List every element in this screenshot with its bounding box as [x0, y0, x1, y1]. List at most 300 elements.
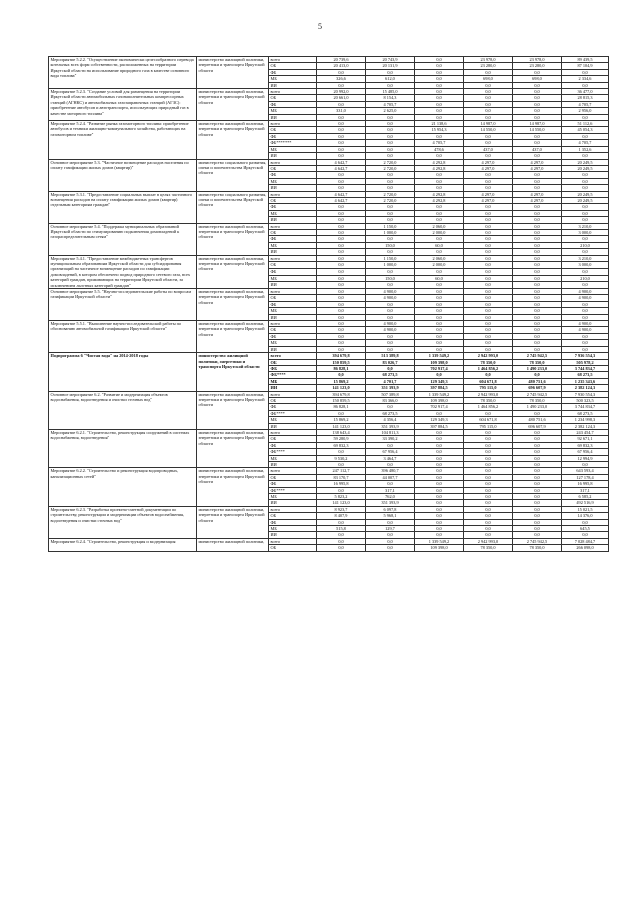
amount-cell: 0,0	[366, 442, 415, 448]
amount-cell: 0,0	[366, 340, 415, 346]
amount-cell: 0,0	[513, 140, 562, 146]
funding-source: МБ	[269, 378, 317, 384]
amount-cell: 0,0	[366, 146, 415, 152]
amount-cell: 0,0	[513, 82, 562, 88]
amount-cell: 4 297,0	[513, 165, 562, 171]
amount-cell: 0,0	[513, 178, 562, 184]
amount-cell: 2 000,0	[415, 262, 464, 269]
amount-cell: 351 393,9	[366, 423, 415, 429]
amount-cell: 0,0	[317, 340, 366, 346]
activity-description: Мероприятие 6.2.3. "Разработка проектно-сметной документации по строительству, реконструкции и модернизации объектов водоснабжения, водоотведения и очистки сточных вод"	[49, 506, 197, 538]
amount-cell: 141 123,0	[317, 423, 366, 429]
funding-source: МБ	[269, 526, 317, 532]
amount-cell: 0,0	[317, 210, 366, 216]
amount-cell: 2 745 942,5	[513, 353, 562, 359]
total-cell: 1 352,6	[562, 146, 609, 152]
amount-cell: 0,0	[464, 268, 513, 275]
amount-cell: 0,0	[464, 519, 513, 525]
amount-cell: 0,0	[317, 333, 366, 339]
amount-cell: 0,0	[415, 346, 464, 352]
table-row	[49, 255, 609, 262]
amount-cell: 15 485,0	[366, 89, 415, 95]
amount-cell: 437,0	[464, 146, 513, 152]
amount-cell: 2 745 942,5	[513, 538, 562, 544]
responsible-executor: министерство социального развития, опеки и попечительства Иркутской области	[197, 159, 269, 191]
amount-cell: 4 642,7	[317, 165, 366, 171]
total-cell: 643 593,4	[562, 468, 609, 474]
amount-cell: 0,0	[366, 538, 415, 544]
amount-cell: 2 720,0	[366, 197, 415, 203]
total-cell: 3 744 834,7	[562, 365, 609, 371]
amount-cell: 0,0	[464, 455, 513, 461]
funding-source: ИИ	[269, 249, 317, 255]
amount-cell: 0,0	[366, 301, 415, 307]
amount-cell: 0,0	[464, 178, 513, 184]
total-cell: 0,0	[562, 172, 609, 178]
funding-source: ИИ	[269, 346, 317, 352]
amount-cell: 23 280,0	[464, 63, 513, 69]
amount-cell: 0,0	[513, 481, 562, 487]
amount-cell: 0,0	[513, 308, 562, 314]
amount-cell: 0,0	[415, 301, 464, 307]
amount-cell: 762,0	[366, 494, 415, 500]
total-cell: 4 705,7	[562, 101, 609, 107]
responsible-executor: министерство жилищной политики, энергетики и транспорта Иркутской области	[197, 353, 269, 391]
amount-cell: 0,0	[366, 153, 415, 159]
funding-source: ОБ	[269, 436, 317, 442]
amount-cell: 0,0	[464, 333, 513, 339]
amount-cell: 0,0	[317, 223, 366, 229]
amount-cell: 0,0	[415, 289, 464, 295]
amount-cell: 0,0	[513, 101, 562, 107]
total-cell: 15 021,5	[562, 506, 609, 512]
activity-description: Мероприятие 5.5.1. "Выполнение научно-исследовательской работы по обоснованию автомобильной газификации Иркутской области"	[49, 321, 197, 353]
amount-cell: 396 480,7	[366, 468, 415, 474]
total-cell: 0,0	[562, 301, 609, 307]
total-cell: 645,5	[562, 526, 609, 532]
amount-cell: 0,0	[317, 346, 366, 352]
amount-cell: 0,0	[464, 255, 513, 262]
amount-cell: 0,0	[464, 295, 513, 301]
total-cell: 7 936 554,3	[562, 353, 609, 359]
amount-cell: 0,0	[513, 185, 562, 191]
funding-source: ИИ	[269, 82, 317, 88]
amount-cell: 2 720,0	[366, 191, 415, 197]
amount-cell: 0,0	[464, 410, 513, 416]
amount-cell: 0,0	[366, 133, 415, 139]
total-cell: 20 249,5	[562, 197, 609, 203]
funding-source: ИИ	[269, 153, 317, 159]
amount-cell: 141 123,0	[317, 500, 366, 506]
amount-cell: 696 607,9	[513, 423, 562, 429]
budget-table	[48, 56, 609, 552]
amount-cell: 14 550,0	[513, 127, 562, 133]
amount-cell: 20 131,9	[366, 63, 415, 69]
amount-cell: 326,6	[317, 76, 366, 82]
funding-source: ФБ	[269, 236, 317, 242]
amount-cell: 698,0	[513, 76, 562, 82]
total-cell: 0,0	[562, 268, 609, 275]
funding-source: ИИ	[269, 462, 317, 468]
amount-cell: 4 297,0	[513, 197, 562, 203]
total-cell: 68 273,5	[562, 410, 609, 416]
amount-cell: 0,0	[317, 127, 366, 133]
responsible-executor: министерство жилищной политики, энергетики и транспорта Иркутской области	[197, 506, 269, 538]
amount-cell: 14 987,0	[513, 121, 562, 127]
amount-cell: 0,0	[317, 487, 366, 493]
funding-source: ИИ	[269, 532, 317, 538]
amount-cell: 0,0	[513, 327, 562, 333]
funding-source: всего	[269, 57, 317, 63]
amount-cell: 0,0	[366, 519, 415, 525]
amount-cell: 0,0	[513, 204, 562, 210]
amount-cell: 0,0	[366, 127, 415, 133]
amount-cell: 60,0	[415, 242, 464, 248]
amount-cell: 0,0	[513, 532, 562, 538]
total-cell: 0,0	[562, 133, 609, 139]
amount-cell: 0,0	[366, 545, 415, 551]
amount-cell: 0,0	[366, 69, 415, 75]
amount-cell: 0,0	[513, 210, 562, 216]
funding-source: МБ	[269, 146, 317, 152]
amount-cell: 0,0	[415, 494, 464, 500]
amount-cell: 0,0	[464, 487, 513, 493]
amount-cell: 0,0	[464, 532, 513, 538]
amount-cell: 0,0	[317, 82, 366, 88]
amount-cell: 4 705,7	[415, 140, 464, 146]
amount-cell: 69 832,3	[317, 442, 366, 448]
amount-cell: 0,0	[317, 236, 366, 242]
amount-cell: 0,0	[415, 236, 464, 242]
amount-cell: 0,0	[464, 462, 513, 468]
amount-cell: 4 292,8	[415, 197, 464, 203]
funding-source: ФБ	[269, 519, 317, 525]
amount-cell: 0,0	[464, 185, 513, 191]
amount-cell: 0,0	[317, 327, 366, 333]
activity-description: Основное мероприятие 5.5. "Научно-исследовательские работы по вопросам газификации Иркутской области"	[49, 289, 197, 321]
funding-source: ФБ	[269, 101, 317, 107]
amount-cell: 0,0	[513, 153, 562, 159]
amount-cell: 1 464 856,2	[464, 404, 513, 410]
amount-cell: 0,0	[513, 262, 562, 269]
amount-cell: 0,0	[464, 372, 513, 378]
funding-source: МБ	[269, 455, 317, 461]
amount-cell: 4 900,0	[366, 295, 415, 301]
amount-cell: 2 720,0	[366, 159, 415, 165]
amount-cell: 0,0	[415, 178, 464, 184]
total-cell: 0,0	[562, 333, 609, 339]
funding-source: ФБ****	[269, 372, 317, 378]
amount-cell: 0,0	[415, 282, 464, 289]
amount-cell: 0,0	[317, 229, 366, 235]
responsible-executor: министерство жилищной политики, энергетики и транспорта Иркутской области	[197, 89, 269, 121]
amount-cell: 1 150,0	[366, 255, 415, 262]
amount-cell: 0,0	[366, 346, 415, 352]
responsible-executor: министерство жилищной политики, энергетики и транспорта Иркутской области	[197, 468, 269, 506]
funding-source: всего	[269, 538, 317, 544]
amount-cell: 0,0	[464, 114, 513, 120]
funding-source: ИИ	[269, 314, 317, 320]
amount-cell: 0,0	[317, 449, 366, 455]
funding-source: всего	[269, 255, 317, 262]
total-cell: 51 112,6	[562, 121, 609, 127]
total-cell: 2 334,6	[562, 76, 609, 82]
amount-cell: 0,0	[464, 210, 513, 216]
amount-cell: 0,0	[513, 436, 562, 442]
amount-cell: 0,0	[415, 327, 464, 333]
total-cell: 3 744 834,7	[562, 404, 609, 410]
amount-cell: 0,0	[464, 108, 513, 114]
amount-cell: 6 097,8	[366, 506, 415, 512]
amount-cell: 331,0	[317, 108, 366, 114]
amount-cell: 0,0	[366, 365, 415, 371]
amount-cell: 141 123,0	[317, 385, 366, 391]
page-number: 5	[318, 22, 322, 31]
total-cell: 0,0	[562, 462, 609, 468]
amount-cell: 0,0	[464, 500, 513, 506]
total-cell: 0,0	[562, 236, 609, 242]
total-cell: 4 900,0	[562, 321, 609, 327]
amount-cell: 0,0	[415, 185, 464, 191]
amount-cell: 78 350,0	[513, 359, 562, 365]
amount-cell: 150 859,5	[317, 397, 366, 403]
total-cell: 0,0	[562, 532, 609, 538]
amount-cell: 8 154,3	[366, 95, 415, 101]
amount-cell: 0,0	[415, 500, 464, 506]
amount-cell: 86 828,1	[317, 404, 366, 410]
amount-cell: 0,0	[464, 289, 513, 295]
amount-cell: 0,0	[366, 308, 415, 314]
amount-cell: 0,0	[415, 474, 464, 480]
total-cell: 7 930 554,3	[562, 391, 609, 397]
amount-cell: 4 297,0	[513, 191, 562, 197]
funding-source: ОБ	[269, 63, 317, 69]
funding-source: ФБ	[269, 204, 317, 210]
total-cell: 89 439,5	[562, 57, 609, 63]
amount-cell: 0,0	[415, 321, 464, 327]
amount-cell: 515,8	[317, 526, 366, 532]
amount-cell: 795 115,0	[464, 385, 513, 391]
amount-cell: 23 978,0	[464, 57, 513, 63]
amount-cell: 0,0	[415, 340, 464, 346]
amount-cell: 0,0	[415, 526, 464, 532]
total-cell: 0,0	[562, 308, 609, 314]
total-cell: 0,0	[562, 114, 609, 120]
amount-cell: 1 339 549,2	[415, 538, 464, 544]
amount-cell: 0,0	[513, 172, 562, 178]
funding-source: ОБ	[269, 127, 317, 133]
amount-cell: 0,0	[513, 346, 562, 352]
budget-table-body	[49, 57, 609, 552]
amount-cell: 0,0	[415, 108, 464, 114]
responsible-executor: министерство жилищной политики, энергетики и транспорта Иркутской области	[197, 391, 269, 429]
activity-description: Основное мероприятие 5.3. "Частичное возмещение расходов населения по оплату газификации жилых домов (квартир)"	[49, 159, 197, 191]
amount-cell: 0,0	[513, 513, 562, 519]
amount-cell: 0,0	[513, 340, 562, 346]
amount-cell: 702 917,4	[415, 404, 464, 410]
amount-cell: 0,0	[464, 153, 513, 159]
amount-cell: 0,0	[513, 249, 562, 255]
amount-cell: 0,0	[366, 282, 415, 289]
total-cell: 0,0	[562, 340, 609, 346]
amount-cell: 1 464 856,2	[464, 365, 513, 371]
amount-cell: 702 917,4	[415, 365, 464, 371]
funding-source: всего	[269, 468, 317, 474]
responsible-executor: министерство жилищной политики, энергетики и транспорта Иркутской области	[197, 223, 269, 255]
total-cell: 0,0	[562, 178, 609, 184]
amount-cell: 20 739,6	[317, 57, 366, 63]
responsible-executor: министерство социального развития, опеки и попечительства Иркутской области	[197, 191, 269, 223]
amount-cell: 2 942 993,0	[464, 353, 513, 359]
amount-cell: 0,0	[464, 340, 513, 346]
amount-cell: 0,0	[513, 282, 562, 289]
amount-cell: 0,0	[366, 462, 415, 468]
amount-cell: 2 942 993,0	[464, 391, 513, 397]
amount-cell: 1 339 549,2	[415, 353, 464, 359]
amount-cell: 0,0	[513, 429, 562, 435]
funding-source: ФБ****	[269, 487, 317, 493]
funding-source: всего	[269, 429, 317, 435]
total-cell: 16 995,8	[562, 481, 609, 487]
amount-cell: 83 026,7	[366, 359, 415, 365]
amount-cell: 612,0	[366, 76, 415, 82]
amount-cell: 0,0	[317, 410, 366, 416]
total-cell: 0,0	[562, 519, 609, 525]
amount-cell: 0,0	[317, 140, 366, 146]
amount-cell: 129 349,3	[415, 378, 464, 384]
amount-cell: 0,0	[513, 301, 562, 307]
funding-source: ОБ	[269, 229, 317, 235]
amount-cell: 0,0	[317, 178, 366, 184]
amount-cell: 4 356,4	[366, 417, 415, 423]
amount-cell: 394 679,8	[317, 391, 366, 397]
funding-source: ИИ	[269, 217, 317, 223]
amount-cell: 0,0	[464, 301, 513, 307]
amount-cell: 0,0	[415, 295, 464, 301]
total-cell: 0,0	[562, 210, 609, 216]
amount-cell: 0,0	[513, 242, 562, 248]
amount-cell: 0,0	[464, 229, 513, 235]
amount-cell: 104 811,3	[366, 429, 415, 435]
amount-cell: 2 625,0	[366, 108, 415, 114]
funding-source: ОБ	[269, 262, 317, 269]
amount-cell: 0,0	[513, 449, 562, 455]
amount-cell: 0,0	[513, 410, 562, 416]
amount-cell: 0,0	[415, 249, 464, 255]
amount-cell: 0,0	[464, 217, 513, 223]
amount-cell: 1 000,0	[366, 229, 415, 235]
amount-cell: 67 956,4	[366, 449, 415, 455]
total-cell: 3 210,0	[562, 223, 609, 229]
responsible-executor: министерство жилищной политики, энергетики и транспорта Иркутской области	[197, 57, 269, 89]
amount-cell: 0,0	[366, 185, 415, 191]
amount-cell: 0,0	[513, 89, 562, 95]
amount-cell: 2 060,0	[415, 255, 464, 262]
amount-cell: 0,0	[415, 268, 464, 275]
funding-source: ОБ	[269, 397, 317, 403]
amount-cell: 4 642,7	[317, 159, 366, 165]
amount-cell: 2 942 993,0	[464, 538, 513, 544]
amount-cell: 129 349,3	[415, 417, 464, 423]
funding-source: ФБ****	[269, 410, 317, 416]
responsible-executor: министерство жилищной политики, энергетики и транспорта Иркутской области	[197, 121, 269, 159]
total-cell: 4 900,0	[562, 327, 609, 333]
amount-cell: 14 987,0	[464, 121, 513, 127]
amount-cell: 109 398,0	[415, 359, 464, 365]
amount-cell: 0,0	[317, 121, 366, 127]
amount-cell: 0,0	[317, 172, 366, 178]
amount-cell: 0,0	[513, 333, 562, 339]
amount-cell: 0,0	[464, 275, 513, 282]
amount-cell: 0,0	[366, 140, 415, 146]
total-cell: 7 028 484,7	[562, 538, 609, 544]
amount-cell: 16 995,8	[317, 481, 366, 487]
funding-source: ФБ*******	[269, 140, 317, 146]
total-cell: 0,0	[562, 185, 609, 191]
amount-cell: 698,0	[464, 76, 513, 82]
amount-cell: 20 743,9	[366, 57, 415, 63]
amount-cell: 0,0	[317, 249, 366, 255]
funding-source: МБ	[269, 210, 317, 216]
amount-cell: 0,0	[415, 210, 464, 216]
total-cell: 1 235 343,6	[562, 378, 609, 384]
amount-cell: 0,0	[464, 282, 513, 289]
funding-source: ИИ	[269, 423, 317, 429]
amount-cell: 1 339 549,2	[415, 391, 464, 397]
amount-cell: 247 112,7	[317, 468, 366, 474]
total-cell: 69 832,3	[562, 442, 609, 448]
amount-cell: 4 297,0	[464, 165, 513, 171]
amount-cell: 0,0	[464, 223, 513, 229]
amount-cell: 0,0	[464, 236, 513, 242]
amount-cell: 0,0	[317, 114, 366, 120]
amount-cell: 0,0	[317, 153, 366, 159]
amount-cell: 8 923,7	[317, 506, 366, 512]
amount-cell: 604 671,8	[464, 378, 513, 384]
amount-cell: 4 642,7	[317, 197, 366, 203]
amount-cell: 0,0	[317, 372, 366, 378]
funding-source: ОБ	[269, 474, 317, 480]
amount-cell: 0,0	[513, 289, 562, 295]
amount-cell: 0,0	[317, 268, 366, 275]
funding-source: ОБ	[269, 197, 317, 203]
total-cell: 492 516,9	[562, 500, 609, 506]
amount-cell: 0,0	[317, 242, 366, 248]
total-cell: 4 900,0	[562, 295, 609, 301]
amount-cell: 0,0	[317, 314, 366, 320]
total-cell: 20 249,5	[562, 165, 609, 171]
amount-cell: 0,0	[415, 172, 464, 178]
total-cell: 2 382 124,3	[562, 385, 609, 391]
amount-cell: 0,0	[415, 82, 464, 88]
funding-source: МБ	[269, 308, 317, 314]
amount-cell: 8 407,9	[317, 513, 366, 519]
amount-cell: 20 413,0	[317, 63, 366, 69]
amount-cell: 0,0	[415, 455, 464, 461]
funding-source: МБ	[269, 108, 317, 114]
amount-cell: 9 530,2	[317, 455, 366, 461]
amount-cell: 0,0	[464, 327, 513, 333]
total-cell: 92 671,1	[562, 436, 609, 442]
amount-cell: 4 900,0	[366, 321, 415, 327]
total-cell: 20 249,5	[562, 159, 609, 165]
total-cell: 87 104,9	[562, 63, 609, 69]
amount-cell: 0,0	[415, 333, 464, 339]
amount-cell: 0,0	[415, 95, 464, 101]
amount-cell: 60,0	[415, 275, 464, 282]
amount-cell: 4 900,0	[366, 327, 415, 333]
funding-source: ИИ	[269, 500, 317, 506]
